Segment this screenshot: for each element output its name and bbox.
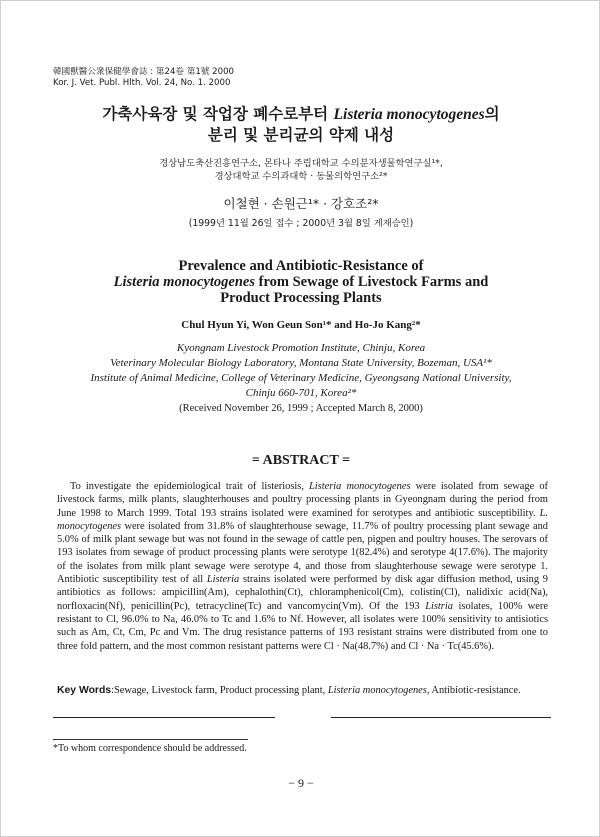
abstract-italic: Listria: [425, 600, 453, 612]
korean-title-part: 가축사육장 및 작업장 폐수로부터: [102, 105, 334, 123]
abstract-body: [57, 480, 548, 653]
english-title-species: Listeria monocytogenes: [113, 274, 256, 290]
english-title: [1, 258, 600, 306]
english-title-line2: from Sewage of Livestock Farms and: [255, 274, 489, 290]
journal-english-line: Kor. J. Vet. Publ. Hlth. Vol. 24, No. 1. 2000: [53, 78, 231, 88]
korean-dates: (1999년 11월 26일 접수 ; 2000년 3월 8일 게재승인): [188, 218, 414, 229]
abstract-heading: = ABSTRACT =: [251, 453, 351, 468]
korean-affiliation-1: 경상남도축산진흥연구소, 몬타나 주립대학교 수의분자생물학연구실¹*,: [159, 158, 443, 169]
key-words-text: :Sewage, Livestock farm, Product processing plant,: [111, 685, 328, 696]
english-affiliation-3: Institute of Animal Medicine, College of Veterinary Medicine, Gyeongsang National University,: [90, 372, 512, 384]
korean-title: [1, 104, 600, 145]
received-dates: (Received November 26, 1999 ; Accepted March 8, 2000): [179, 403, 423, 414]
abstract-italic: Listeria monocytogenes: [309, 481, 411, 492]
english-title-line3: Product Processing Plants: [220, 290, 382, 306]
footnote: *To whom correspondence should be addressed.: [53, 743, 247, 754]
key-words: [57, 684, 548, 697]
korean-title-suffix: 의: [484, 105, 500, 123]
english-authors: Chul Hyun Yi, Won Geun Son¹* and Ho-Jo Kang²*: [181, 319, 421, 331]
abstract-italic: Listeria: [206, 574, 240, 586]
english-affiliation-4: Chinju 660-701, Korea²*: [245, 387, 357, 399]
english-affiliation-1: Kyongnam Livestock Promotion Institute, Chinju, Korea: [176, 342, 426, 354]
abstract-text: To investigate the epidemiological trait of listeriosis,: [70, 481, 310, 492]
page-number: − 9 −: [288, 776, 314, 790]
korean-affiliations: [1, 157, 600, 183]
journal-korean-line: 韓國獸醫公衆保健學會誌 : 第24卷 第1號 2000: [53, 67, 235, 77]
abstract-text: were isolated from 31.8% of slaughterhouse sewage, 11.7% of poultry processing plant sewage and 5.0% of milk plant sewage but was not found in the sewage of cattle pen, pigpen and poultry houses. The serovars of 193 isolates from sewage of product processing plants were serotype 1(82.4%) and serotype 4(17.6%). The majority of the isolates from milk plant sewage were serotype 4, and those from slaughterhouse sewage were serotype 1. Antibiotic susceptibility test of all: [57, 520, 548, 586]
english-title-line1: Prevalence and Antibiotic-Resistance of: [178, 258, 424, 274]
abstract-italic: L. monocytogenes: [57, 507, 548, 532]
key-words-label: Key Words: [57, 685, 112, 696]
abstract-text: were isolated from sewage of livestock farms, milk plants, slaughterhouses and poultry processing plants in Gyeongnam during the period from June 1998 to March 1999. Total 193 strains isolated were examined for serotypes and antibiotic susceptibility.: [57, 481, 548, 519]
divider-right: [331, 717, 551, 718]
journal-header: [53, 67, 234, 89]
korean-title-line2: 분리 및 분리균의 약제 내성: [207, 126, 395, 144]
key-words-italic: Listeria monocytogenes: [327, 685, 427, 696]
abstract-text: strains isolated were performed by disk agar diffusion method, using 9 antibiotics as follows: ampicillin(Am), cephalothin(Ct), chloramphenicol(Cm), colistin(Cl), nalidixic acid(Na), norfloxacin(Nf), penicillin(Pc), tetracycline(Tc) and vancomycin(Vm). Of the 193: [57, 574, 548, 612]
english-affiliation-2: Veterinary Molecular Biology Laboratory, Montana State University, Bozeman, USA¹*: [110, 357, 492, 369]
english-affiliations: [1, 341, 600, 401]
divider-left: [53, 717, 275, 718]
korean-authors: 이철현 · 손원근¹* · 강호조²*: [223, 196, 379, 211]
korean-title-species: Listeria monocytogenes: [333, 106, 485, 123]
abstract-text: isolates, 100% were resistant to Cl, 96.0% to Na, 46.0% to Tc and 1.6% to Nf. However, all isolates were 100% sensitivity to antisiotics such as Am, Ct, Cm, Pc and Vm. The drug resistance patterns of 193 resistant strains were distributed from one to three fold pattern, and the most common resistant patterns were Cl · Na(48.7%) and Cl · Na · Tc(45.6%).: [57, 600, 548, 652]
korean-affiliation-2: 경상대학교 수의과대학 · 동물의학연구소²*: [214, 171, 388, 182]
key-words-text: , Antibiotic-resistance.: [426, 685, 521, 696]
footnote-rule: [53, 739, 248, 740]
